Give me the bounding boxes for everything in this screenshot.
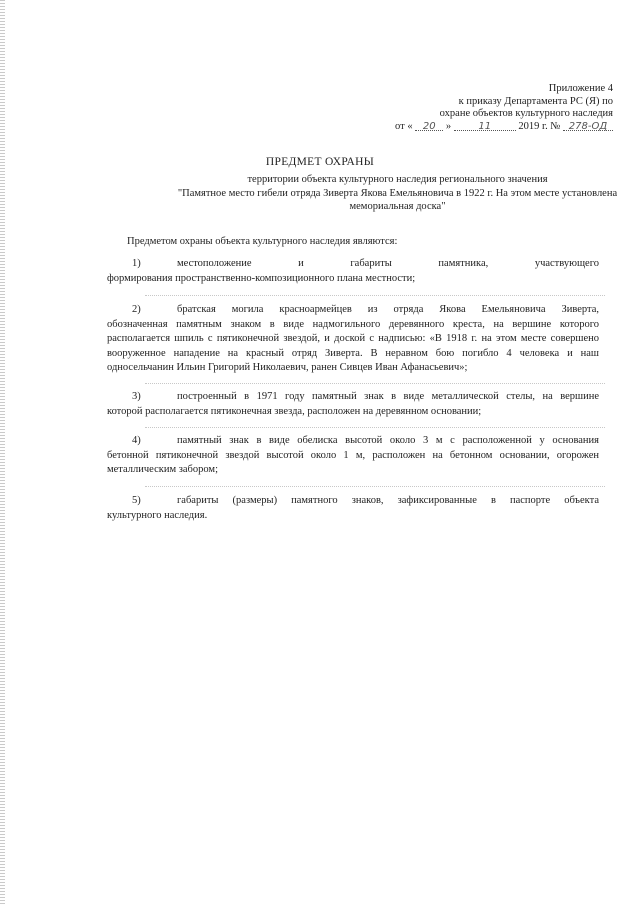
date-day: 20	[422, 120, 436, 132]
list-item	[107, 434, 599, 478]
doc-number: 278-ОД	[568, 120, 608, 132]
section-divider	[145, 427, 605, 428]
appendix-date-line	[383, 121, 613, 134]
list-item-number: 1)	[132, 258, 141, 269]
section-divider	[145, 383, 605, 384]
list-item-lead: местоположение и габариты памятника, участвующего	[177, 258, 599, 269]
intro-paragraph: Предметом охраны объекта культурного наследия являются:	[127, 236, 398, 247]
list-item-lead: братская могила красноармейцев из отряда Якова Емельяновича Зиверта,	[177, 304, 599, 315]
list-item-body: культурного наследия.	[107, 509, 208, 521]
date-prefix: от «	[395, 120, 413, 132]
subtitle-line-1: территории объекта культурного наследия регионального значения	[247, 174, 548, 185]
list-item	[107, 257, 599, 286]
list-item-first-line	[127, 257, 599, 272]
list-item-lead: памятный знак в виде обелиска высотой около 3 м с расположенной у основания	[177, 435, 599, 446]
list-item-first-line	[127, 494, 599, 509]
appendix-line-2: к приказу Департамента РС (Я) по	[458, 95, 613, 107]
list-item-number: 5)	[132, 495, 141, 506]
date-mid: »	[445, 120, 452, 132]
appendix-line-3: охране объектов культурного наследия	[439, 108, 613, 119]
document-subtitle	[175, 173, 620, 214]
list-item	[107, 390, 599, 419]
list-item	[107, 303, 599, 376]
list-item-lead: габариты (размеры) памятного знаков, зафиксированные в паспорте объекта	[177, 495, 599, 506]
section-divider	[145, 486, 605, 487]
section-divider	[145, 295, 605, 296]
list-item	[107, 494, 599, 523]
list-item-body: формирования пространственно-композиционного плана местности;	[107, 272, 416, 284]
list-item-body: обозначенная памятным знаком в виде надмогильного деревянного креста, на вершине которого располагается шпиль с пятиконечной звездой, и доской с надписью: «В 1918 г. на этом месте совершено вооруженное нападение на красный отряд Зиверта. В неравном бою погибло 4 человека и наш односельчанин Ильин Григорий Николаевич, ранен Сивцев Иван Афанасьевич»;	[107, 318, 599, 373]
list-item-lead: построенный в 1971 году памятный знак в виде металлической стелы, на вершине	[177, 391, 599, 402]
date-year: 2019 г. №	[518, 120, 561, 132]
date-day-field	[415, 121, 443, 131]
date-month-field	[454, 121, 516, 131]
appendix-header	[383, 83, 613, 133]
list-item-first-line	[127, 303, 599, 318]
list-item-first-line	[127, 390, 599, 405]
date-month: 11	[478, 120, 492, 132]
subtitle-line-2: "Памятное место гибели отряда Зиверта Якова Емельяновича в 1922 г. На этом месте установлена	[177, 187, 618, 199]
document-title: ПРЕДМЕТ ОХРАНЫ	[265, 156, 375, 168]
list-item-number: 3)	[132, 391, 141, 402]
subtitle-line-3: мемориальная доска"	[349, 201, 446, 212]
list-item-number: 2)	[132, 304, 141, 315]
appendix-line-1: Приложение 4	[548, 83, 613, 94]
list-item-body: бетонной пятиконечной звездой высотой около 1 м, расположен на бетонном основании, огорожен металлическим забором;	[107, 449, 599, 475]
list-item-number: 4)	[132, 435, 141, 446]
list-item-first-line	[127, 434, 599, 449]
scan-edge-artifact	[0, 0, 5, 905]
doc-number-field	[563, 121, 613, 131]
list-item-body: которой располагается пятиконечная звезда, расположен на деревянном основании;	[107, 405, 482, 417]
